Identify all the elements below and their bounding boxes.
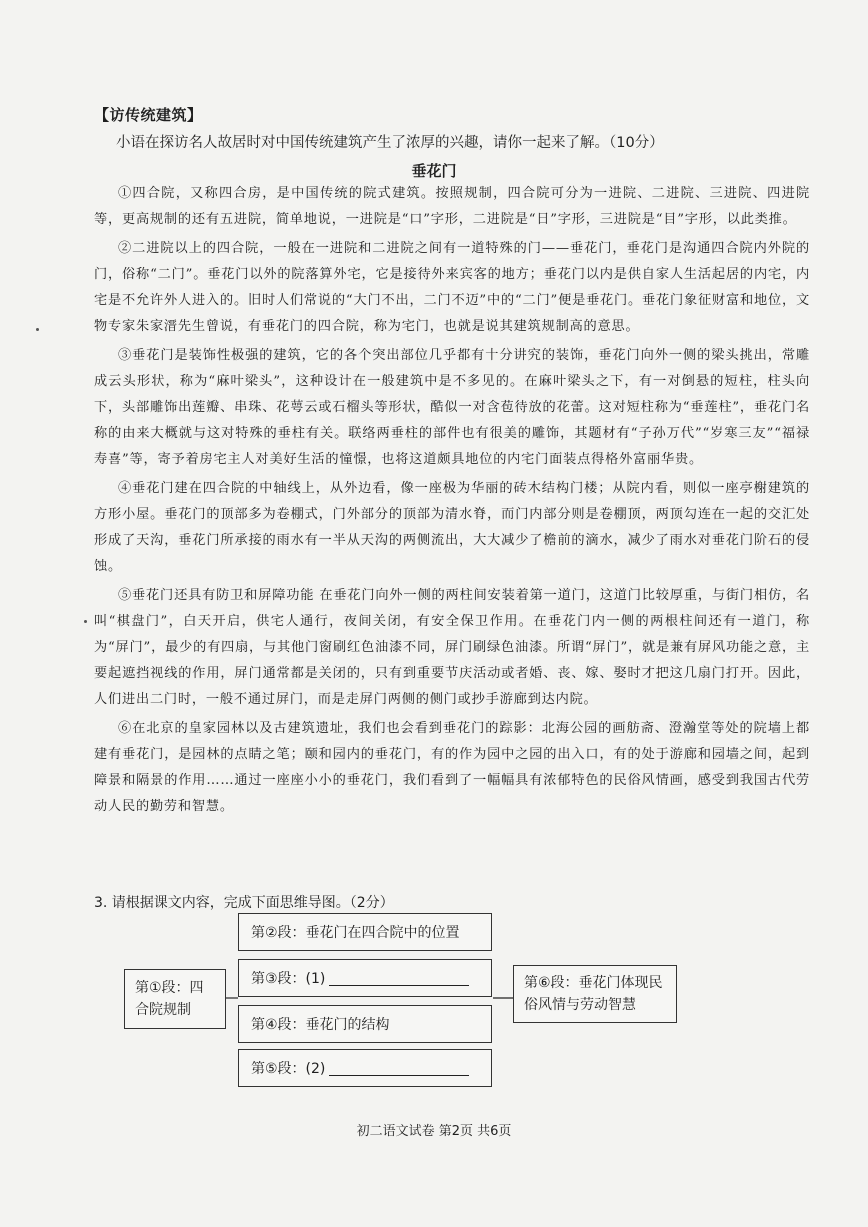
mindmap-node-paragraph-1 — [124, 969, 226, 1029]
node-label: 第③段：(1) — [251, 971, 326, 987]
node-label: 第⑤段：(2) — [251, 1061, 326, 1077]
paragraph-1: ①四合院，又称四合房，是中国传统的院式建筑。按照规制，四合院可分为一进院、二进院、三进院、四进院等，更高规制的还有五进院，简单地说，一进院是“口”字形，二进院是“日”字形，三进院是“目”字形，以此类推。 — [94, 186, 810, 227]
mindmap-node-paragraph-6 — [513, 965, 677, 1023]
page-footer: 初二语文试卷 第2页 共6页 — [356, 1124, 512, 1139]
mindmap-node-paragraph-4 — [238, 1005, 492, 1043]
mindmap-node-paragraph-3 — [238, 959, 492, 997]
node-label: 第⑥段：垂花门体现民俗风情与劳动智慧 — [524, 975, 663, 1013]
intro-text: 小语在探访名人故居时对中国传统建筑产生了浓厚的兴趣，请你一起来了解。（10分） — [116, 135, 664, 151]
section-heading: 【访传统建筑】 — [94, 106, 203, 124]
question-3: 3. 请根据课文内容，完成下面思维导图。（2分） — [94, 895, 394, 911]
mindmap-node-paragraph-2 — [238, 913, 492, 951]
paragraph-3: ③垂花门是装饰性极强的建筑，它的各个突出部位几乎都有十分讲究的装饰，垂花门向外一侧的梁头挑出，常雕成云头形状，称为“麻叶梁头”，这种设计在一般建筑中是不多见的。在麻叶梁头之下，有一对倒悬的短柱，柱头向下，头部雕饰出莲瓣、串珠、花萼云或石榴头等形状，酷似一对含苞待放的花蕾。这对短柱称为“垂莲柱”，垂花门名称的由来大概就与这对特殊的垂柱有关。联络两垂柱的部件也有很美的雕饰，其题材有“子孙万代”“岁寒三友”“福禄寿喜”等，寄予着房宅主人对美好生活的憧憬，也将这道颇具地位的内宅门面装点得格外富丽华贵。 — [94, 348, 810, 467]
scan-speck — [84, 620, 87, 623]
node-label: 第①段：四合院规制 — [135, 980, 204, 1018]
answer-blank-1[interactable] — [329, 971, 469, 986]
scan-speck — [36, 328, 39, 331]
paragraph-5: ⑤垂花门还具有防卫和屏障功能 在垂花门向外一侧的两柱间安装着第一道门，这道门比较厚重，与街门相仿，名叫“棋盘门”，白天开启，供宅人通行，夜间关闭，有安全保卫作用。在垂花门内一侧的两根柱间还有一道门，称为“屏门”，最少的有四扇，与其他门窗刷红色油漆不同，屏门刷绿色油漆。所谓“屏门”，就是兼有屏风功能之意，主要起遮挡视线的作用，屏门通常都是关闭的，只有到重要节庆活动或者婚、丧、嫁、娶时才把这几扇门打开。因此，人们进出二门时，一般不通过屏门，而是走屏门两侧的侧门或抄手游廊到达内院。 — [94, 588, 810, 707]
paragraph-2: ②二进院以上的四合院，一般在一进院和二进院之间有一道特殊的门——垂花门，垂花门是沟通四合院内外院的门，俗称“二门”。垂花门以外的院落算外宅，它是接待外来宾客的地方；垂花门以内是供自家人生活起居的内宅，内宅是不允许外人进入的。旧时人们常说的“大门不出，二门不迈”中的“二门”便是垂花门。垂花门象征财富和地位，文物专家朱家溍先生曾说，有垂花门的四合院，称为宅门，也就是说其建筑规制高的意思。 — [94, 241, 810, 334]
node-label: 第②段：垂花门在四合院中的位置 — [251, 925, 460, 941]
article-title: 垂花门 — [411, 162, 457, 180]
answer-blank-2[interactable] — [329, 1061, 469, 1076]
mindmap-node-paragraph-5 — [238, 1049, 492, 1087]
paragraph-4: ④垂花门建在四合院的中轴线上，从外边看，像一座极为华丽的砖木结构门楼；从院内看，则似一座亭榭建筑的方形小屋。垂花门的顶部多为卷棚式，门外部分的顶部为清水脊，而门内部分则是卷棚顶，两顶勾连在一起的交汇处形成了天沟，垂花门所承接的雨水有一半从天沟的两侧流出，大大减少了檐前的滴水，减少了雨水对垂花门阶石的侵蚀。 — [94, 481, 810, 574]
paragraph-6: ⑥在北京的皇家园林以及古建筑遗址，我们也会看到垂花门的踪影：北海公园的画舫斋、澄瀚堂等处的院墙上都建有垂花门，是园林的点睛之笔；颐和园内的垂花门，有的作为园中之园的出入口，有的处于游廊和园墙之间，起到障景和隔景的作用……通过一座座小小的垂花门，我们看到了一幅幅具有浓郁特色的民俗风情画，感受到我国古代劳动人民的勤劳和智慧。 — [94, 721, 810, 814]
node-label: 第④段：垂花门的结构 — [251, 1017, 390, 1033]
